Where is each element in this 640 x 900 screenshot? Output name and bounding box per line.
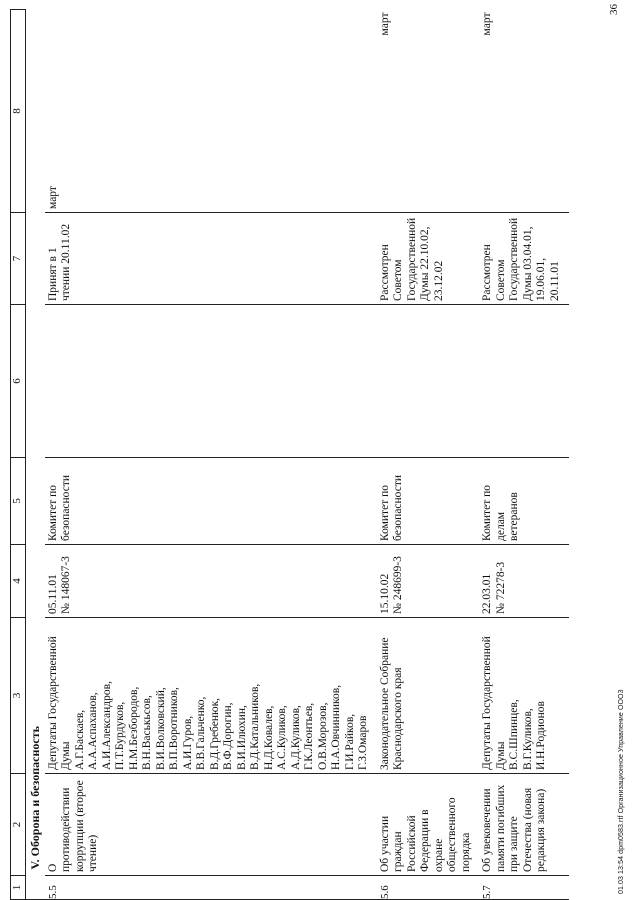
- row-number: 5.5: [45, 876, 377, 900]
- table-row: [479, 10, 569, 900]
- bill-registration: [377, 545, 480, 618]
- bill-committee: Комитет по безопасности: [45, 458, 377, 545]
- print-footer: 01.03 13:54 dpm0583.rtf Организационное Управление ООО3: [618, 689, 625, 894]
- row-number: 5.6: [377, 876, 480, 900]
- bill-title: Об участии граждан Российской Федерации в охране общественного порядка: [377, 774, 480, 876]
- bill-title: Об увековечении памяти погибших при защите Отечества (новая редакция закона): [479, 774, 569, 876]
- bill-col6: [479, 305, 569, 458]
- bill-initiator: Депутаты Государственной Думы В.С.Шпинцев, В.Г.Куликов, И.Н.Родионов: [479, 618, 569, 774]
- bill-registration: [45, 545, 377, 618]
- section-title: V. Оборона и безопасность: [28, 726, 42, 870]
- column-number: 1: [11, 876, 26, 900]
- bill-date: 22.03.01: [481, 573, 493, 614]
- bill-reg-number: № 72278-3: [494, 561, 507, 614]
- bill-title: О противодействии коррупции (второе чтение): [45, 774, 377, 876]
- bill-col6: [45, 305, 377, 458]
- row-number: 5.7: [479, 876, 569, 900]
- bill-status: Принят в 1 чтении 20.11.02: [45, 213, 377, 305]
- bill-month: март: [479, 10, 569, 213]
- bill-reg-number: № 148067-3: [60, 556, 72, 614]
- page-number: 36: [608, 4, 620, 15]
- bill-month: март: [377, 10, 480, 213]
- column-number: 6: [11, 305, 26, 458]
- bill-committee: Комитет по безопасности: [377, 458, 480, 545]
- bill-date: 15.10.02: [378, 573, 391, 614]
- bill-date: 05.11.01: [46, 574, 59, 614]
- bill-initiator: Законодательное Собрание Краснодарского края: [377, 618, 480, 774]
- column-number: 5: [11, 458, 26, 545]
- bill-col6: [377, 305, 480, 458]
- table-row: [377, 10, 480, 900]
- bill-initiator: Депутаты Государственной Думы А.Г.Баскаев, А.А.Аспаханов, А.И.Александров, П.Т.Бурдуков, Н.М.Безбородов, В.Н.Васькьсов, В.И.Волковский, В.П.Воротников, А.И.Гуров, В.В.Гальченко, В.Д.Гребенюк, В.Ф.Дорогин, В.И.Илюхин, В.Д.Катальников, Н.Д.Ковалев, А.С.Куликов, А.Д.Куликов, Г.К.Леонтьев, О.В.Морозов, Н.А.Овчинников, Г.И.Райков, Г.З.Омаров: [45, 618, 377, 774]
- bill-month: март: [45, 10, 377, 213]
- column-number: 3: [11, 618, 26, 774]
- column-number: 2: [11, 774, 26, 876]
- bills-table: [10, 9, 569, 900]
- bill-committee: Комитет по делам ветеранов: [479, 458, 569, 545]
- bill-registration: [479, 545, 569, 618]
- column-number: 7: [11, 213, 26, 305]
- table-row: [45, 10, 377, 900]
- bill-reg-number: № 248699-3: [392, 556, 404, 614]
- column-number-header: [11, 10, 26, 900]
- column-number: 4: [11, 545, 26, 618]
- bill-status: Рассмотрен Советом Государственной Думы 03.04.01, 19.06.01, 20.11.01: [479, 213, 569, 305]
- section-row: [26, 10, 45, 900]
- bill-status: Рассмотрен Советом Государственной Думы 22.10.02, 23.12.02: [377, 213, 480, 305]
- column-number: 8: [11, 10, 26, 213]
